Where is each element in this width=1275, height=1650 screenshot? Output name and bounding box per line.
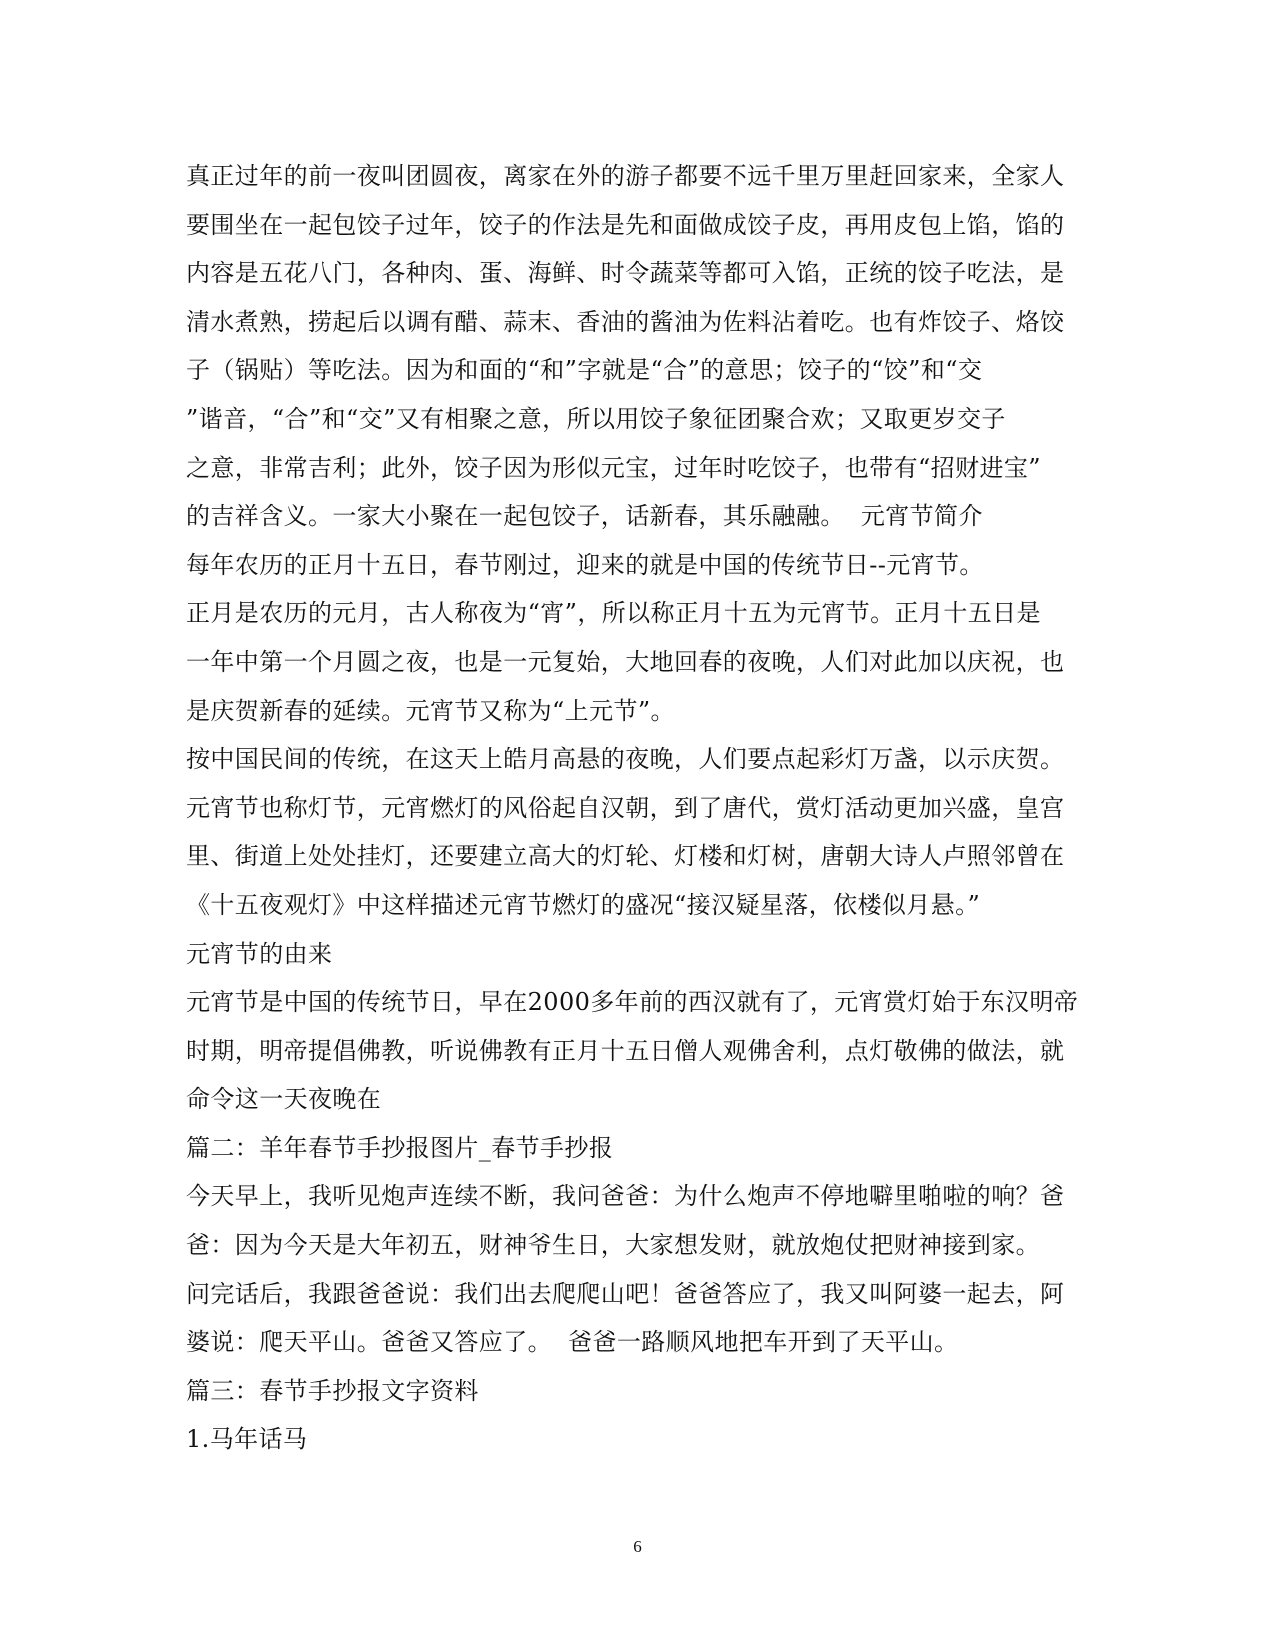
text-line: 问完话后，我跟爸爸说：我们出去爬爬山吧！爸爸答应了，我又叫阿婆一起去，阿	[186, 1279, 1065, 1308]
section-heading: 篇二：羊年春节手抄报图片_春节手抄报	[186, 1133, 614, 1162]
text-line: 内容是五花八门，各种肉、蛋、海鲜、时令蔬菜等都可入馅，正统的饺子吃法，是	[186, 259, 1065, 288]
text-line: 是庆贺新春的延续。元宵节又称为“上元节”。	[186, 696, 675, 725]
text-line: 元宵节也称灯节，元宵燃灯的风俗起自汉朝，到了唐代，赏灯活动更加兴盛，皇宫	[186, 793, 1065, 822]
text-line: 按中国民间的传统，在这天上皓月高悬的夜晚，人们要点起彩灯万盏，以示庆贺。	[186, 745, 1065, 774]
text-line: 命令这一天夜晚在	[186, 1085, 382, 1114]
text-line: 《十五夜观灯》中这样描述元宵节燃灯的盛况“接汉疑星落，依楼似月悬。”	[186, 890, 981, 919]
text-line: 里、街道上处处挂灯，还要建立高大的灯轮、灯楼和灯树，唐朝大诗人卢照邻曾在	[186, 842, 1065, 871]
page-number: 6	[633, 1537, 642, 1556]
text-line: 之意，非常吉利；此外，饺子因为形似元宝，过年时吃饺子，也带有“招财进宝”	[186, 453, 1041, 482]
text-line: 爸：因为今天是大年初五，财神爷生日，大家想发财，就放炮仗把财神接到家。	[186, 1231, 1040, 1260]
text-line: 的吉祥含义。一家大小聚在一起包饺子，话新春，其乐融融。 元宵节简介	[186, 502, 983, 531]
text-line: 今天早上，我听见炮声连续不断，我问爸爸：为什么炮声不停地噼里啪啦的响？爸	[186, 1182, 1065, 1211]
section-heading: 篇三：春节手抄报文字资料	[186, 1376, 479, 1405]
text-line: 一年中第一个月圆之夜，也是一元复始，大地回春的夜晚，人们对此加以庆祝，也	[186, 647, 1065, 676]
text-line: 元宵节是中国的传统节日，早在2000多年前的西汉就有了，元宵赏灯始于东汉明帝	[186, 988, 1079, 1017]
body-text	[186, 152, 1086, 1464]
text-line: 清水煮熟，捞起后以调有醋、蒜末、香油的酱油为佐料沾着吃。也有炸饺子、烙饺	[186, 307, 1065, 336]
text-line: 每年农历的正月十五日，春节刚过，迎来的就是中国的传统节日--元宵节。	[186, 550, 984, 579]
text-line: ”谐音，“合”和“交”又有相聚之意，所以用饺子象征团聚合欢；又取更岁交子	[186, 404, 1006, 433]
text-line: 真正过年的前一夜叫团圆夜，离家在外的游子都要不远千里万里赶回家来，全家人	[186, 162, 1065, 190]
text-line: 时期，明帝提倡佛教，听说佛教有正月十五日僧人观佛舍利，点灯敬佛的做法，就	[186, 1036, 1065, 1065]
text-line: 子（锅贴）等吃法。因为和面的“和”字就是“合”的意思；饺子的“饺”和“交	[186, 356, 983, 385]
text-line: 婆说：爬天平山。爸爸又答应了。 爸爸一路顺风地把车开到了天平山。	[186, 1328, 959, 1357]
text-line: 要围坐在一起包饺子过年，饺子的作法是先和面做成饺子皮，再用皮包上馅，馅的	[186, 210, 1065, 239]
section-heading: 元宵节的由来	[186, 939, 333, 968]
text-line: 正月是农历的元月，古人称夜为“宵”，所以称正月十五为元宵节。正月十五日是	[186, 599, 1041, 628]
list-item-heading: 1.马年话马	[186, 1425, 308, 1454]
